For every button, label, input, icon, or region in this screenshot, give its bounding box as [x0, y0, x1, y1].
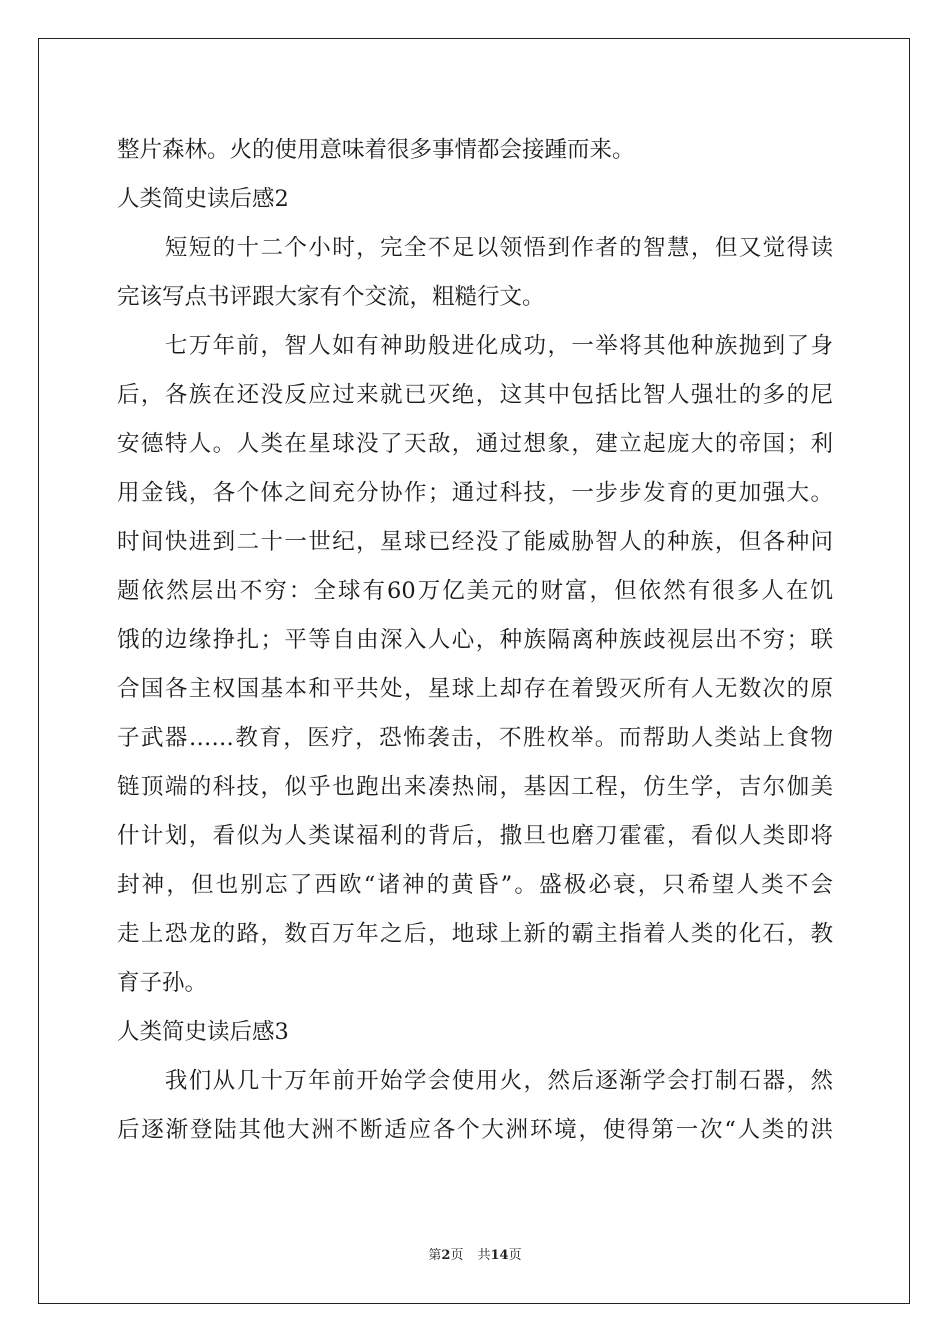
footer-total-suffix: 页 — [508, 1248, 522, 1263]
text-line: 题依然层出不穷：全球有60万亿美元的财富，但依然有很多人在饥 — [117, 578, 833, 604]
footer-page-number: 2 — [441, 1248, 451, 1263]
text-line: 子武器……教育，医疗，恐怖袭击，不胜枚举。而帮助人类站上食物 — [117, 725, 833, 751]
footer-total-number: 14 — [490, 1248, 509, 1263]
text-line: 我们从几十万年前开始学会使用火，然后逐渐学会打制石器，然 — [117, 1068, 833, 1094]
text-line: 封神，但也别忘了西欧“诸神的黄昏”。盛极必衰，只希望人类不会 — [117, 872, 833, 898]
paragraph — [117, 322, 833, 1008]
text-line: 七万年前，智人如有神助般进化成功，一举将其他种族抛到了身 — [117, 333, 833, 359]
section-heading: 人类简史读后感2 — [117, 186, 289, 212]
paragraph — [117, 224, 833, 322]
footer-total-prefix: 共 — [477, 1248, 491, 1263]
text-line: 短短的十二个小时，完全不足以领悟到作者的智慧，但又觉得读 — [117, 235, 833, 261]
text-line: 用金钱，各个体之间充分协作；通过科技，一步步发育的更加强大。 — [117, 480, 833, 506]
document-body — [117, 126, 833, 1155]
text-line: 合国各主权国基本和平共处，星球上却存在着毁灭所有人无数次的原 — [117, 676, 833, 702]
text-line: 饿的边缘挣扎；平等自由深入人心，种族隔离种族歧视层出不穷；联 — [117, 627, 833, 653]
page-footer — [0, 1246, 950, 1266]
text-line: 链顶端的科技，似乎也跑出来凑热闹，基因工程，仿生学，吉尔伽美 — [117, 774, 833, 800]
section-heading: 人类简史读后感3 — [117, 1019, 289, 1045]
text-line: 时间快进到二十一世纪，星球已经没了能威胁智人的种族，但各种问 — [117, 529, 833, 555]
text-line: 安德特人。人类在星球没了天敌，通过想象，建立起庞大的帝国；利 — [117, 431, 833, 457]
paragraph-continuation — [117, 126, 833, 175]
footer-page-prefix: 第 — [428, 1248, 442, 1263]
text-line: 整片森林。火的使用意味着很多事情都会接踵而来。 — [117, 137, 635, 163]
text-line: 育子孙。 — [117, 970, 208, 996]
text-line: 后逐渐登陆其他大洲不断适应各个大洲环境，使得第一次“人类的洪 — [117, 1117, 833, 1143]
footer-page-suffix: 页 — [450, 1248, 464, 1263]
paragraph — [117, 1057, 833, 1155]
text-line: 什计划，看似为人类谋福利的背后，撒旦也磨刀霍霍，看似人类即将 — [117, 823, 833, 849]
text-line: 完该写点书评跟大家有个交流，粗糙行文。 — [117, 284, 545, 310]
text-line: 后，各族在还没反应过来就已灭绝，这其中包括比智人强壮的多的尼 — [117, 382, 833, 408]
text-line: 走上恐龙的路，数百万年之后，地球上新的霸主指着人类的化石，教 — [117, 921, 833, 947]
